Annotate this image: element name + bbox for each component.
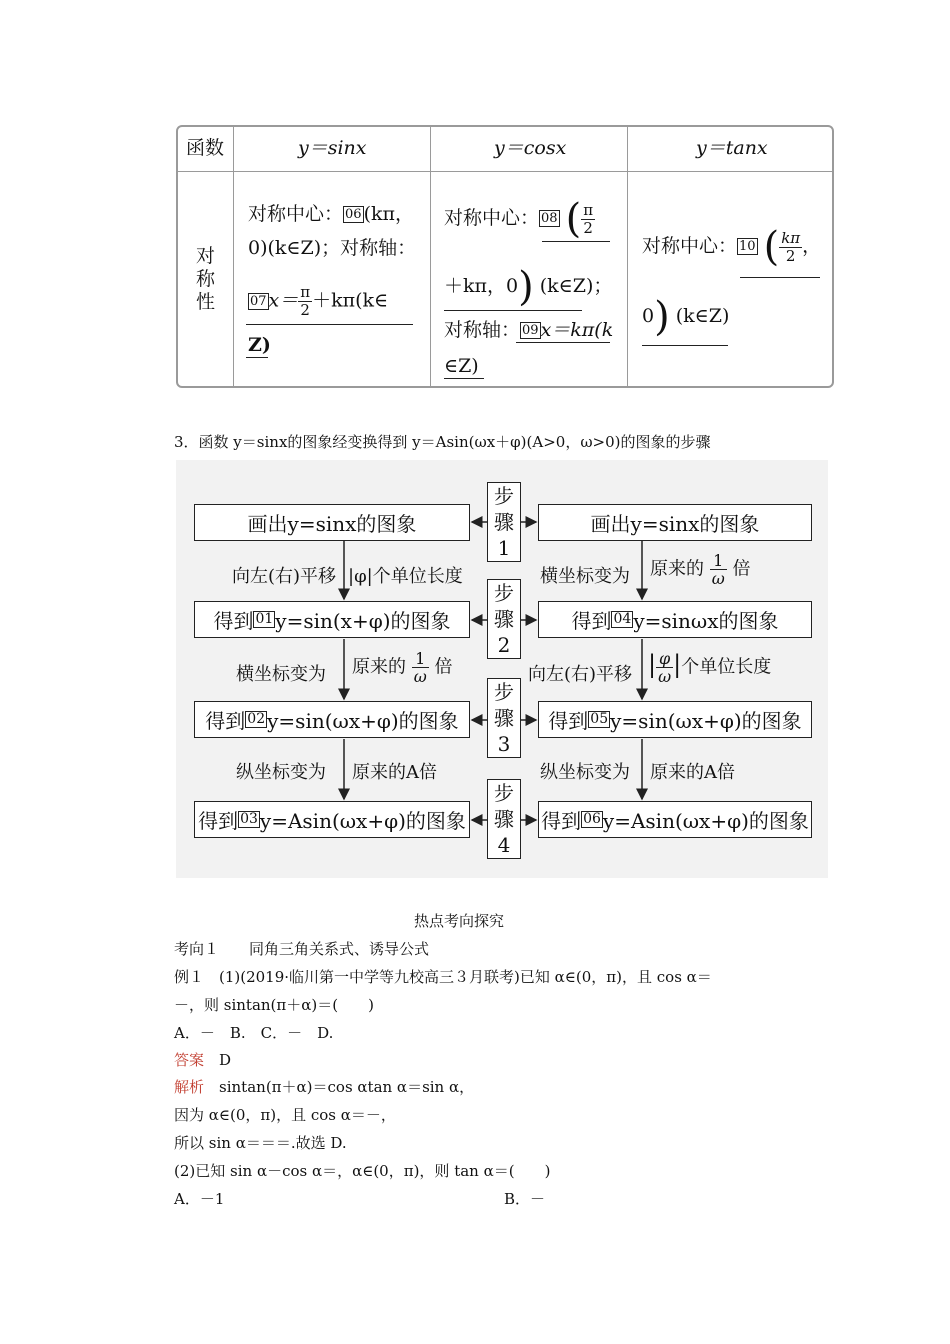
label-right-3a: 纵坐标变为 — [540, 762, 630, 783]
tan-line-1: 对称中心： 10 ( $\frac{k\pi}{2}$ ， — [642, 224, 822, 270]
transform-flowchart — [176, 460, 828, 878]
left-box-1: 画出y=sinx的图象 — [194, 504, 470, 541]
sin-line-4: Z) — [248, 334, 271, 356]
step-1-box: 步 骤 1 — [487, 482, 521, 562]
label-left-3a: 纵坐标变为 — [236, 762, 326, 783]
cos-line-2: ＋kπ，0) (k∈Z)； — [444, 264, 613, 310]
cos-line-4: ∈Z) — [444, 355, 479, 377]
blank-box-06b: 06 — [583, 811, 601, 827]
option-b: B．－ — [504, 1190, 546, 1208]
label-right-2a: 向左(右)平移 — [528, 664, 633, 685]
example-2-question: (2)已知 sin α－cos α＝，α∈(0，π)，则 tan α＝( ) — [174, 1162, 551, 1180]
left-box-4: 得到 03 y=Asin(ωx+φ)的图象 — [194, 801, 470, 838]
cos-line-1: 对称中心： 08 ( $\frac{\pi}{2}$ — [444, 196, 594, 242]
step-4-box: 步 骤 4 — [487, 779, 521, 859]
sin-line-1: 对称中心： 06 (kπ， — [248, 203, 414, 225]
option-a: A．－1 — [174, 1190, 225, 1208]
right-box-2: 得到 04 y=sinωx的图象 — [538, 601, 812, 638]
answer-line: 答案 D — [174, 1051, 232, 1069]
label-left-1a: 向左(右)平移 — [232, 566, 337, 587]
right-box-4: 得到 06 y=Asin(ωx+φ)的图象 — [538, 801, 812, 838]
blank-box-05: 05 — [590, 711, 609, 727]
label-left-1b: |φ|个单位长度 — [348, 566, 463, 587]
section-3-title: 3．函数 y＝sinx的图象经变换得到 y＝Asin(ωx＋φ)(A>0，ω>0)的图象的步骤 — [174, 433, 711, 451]
col-header-sin: y＝sinx — [298, 137, 367, 159]
right-box-1: 画出y=sinx的图象 — [538, 504, 812, 541]
label-left-2b: 原来的 $\frac{1}{\omega}$ 倍 — [352, 649, 453, 686]
analysis-line-2: 因为 α∈(0，π)，且 cos α＝－， — [174, 1106, 396, 1124]
left-box-2: 得到 01 y=sin(x+φ)的图象 — [194, 601, 470, 638]
blank-box-01: 01 — [255, 611, 274, 627]
label-right-3b: 原来的A倍 — [650, 762, 735, 783]
analysis-line-3: 所以 sin α＝＝＝.故选 D. — [174, 1134, 347, 1152]
analysis-label: 解析 — [174, 1078, 205, 1096]
col-header-cos: y＝cosx — [494, 137, 567, 159]
blank-box-06: 06 — [345, 207, 362, 222]
col-header-function: 函数 — [186, 137, 225, 159]
row-label-2: 称 — [196, 268, 216, 290]
blank-box-09: 09 — [522, 323, 539, 338]
label-left-3b: 原来的A倍 — [352, 762, 437, 783]
right-box-3: 得到 05 y=sin(ωx+φ)的图象 — [538, 701, 812, 738]
left-box-3: 得到 02 y=sin(ωx+φ)的图象 — [194, 701, 470, 738]
analysis-line: 解析 sintan(π＋α)＝cos αtan α＝sin α， — [174, 1078, 475, 1096]
blank-box-07: 07 — [250, 293, 267, 309]
section-title: 热点考向探究 — [414, 912, 505, 930]
example-1-line-1: 例１ (1)(2019·临川第一中学等九校高三３月联考)已知 α∈(0，π)，且 cos α＝ — [174, 968, 712, 986]
blank-box-03: 03 — [240, 811, 258, 827]
blank-box-02: 02 — [247, 711, 266, 727]
step-2-box: 步 骤 2 — [487, 579, 521, 659]
blank-box-10: 10 — [739, 239, 756, 254]
blank-box-04: 04 — [613, 611, 632, 627]
answer-label: 答案 — [174, 1051, 205, 1069]
label-right-1a: 横坐标变为 — [540, 566, 630, 587]
example-1-options: A．－ B. C．－ D. — [174, 1024, 334, 1042]
col-header-tan: y＝tanx — [696, 137, 768, 159]
tan-line-2: 0) (k∈Z) — [642, 294, 730, 340]
row-label-1: 对 — [196, 245, 216, 267]
label-right-1b: 原来的 $\frac{1}{\omega}$ 倍 — [650, 551, 751, 588]
sin-line-2: 0)(k∈Z)；对称轴： — [248, 237, 417, 259]
topic-heading: 考向１ 同角三角关系式、诱导公式 — [174, 940, 430, 958]
symmetry-table — [176, 125, 834, 388]
cos-line-3: 对称轴： 09 x＝kπ(k — [444, 319, 614, 341]
example-1-line-2: －，则 sintan(π＋α)＝( ) — [174, 996, 374, 1014]
blank-box-08: 08 — [541, 211, 558, 226]
label-left-2a: 横坐标变为 — [236, 664, 326, 685]
step-3-box: 步 骤 3 — [487, 678, 521, 758]
sin-line-3: 07 x＝ $\frac{\pi}{2}$ ＋kπ(k∈ — [250, 283, 389, 319]
row-label-3: 性 — [196, 291, 216, 313]
label-right-2b: | $\frac{\varphi}{\omega}$ |个单位长度 — [648, 649, 772, 686]
